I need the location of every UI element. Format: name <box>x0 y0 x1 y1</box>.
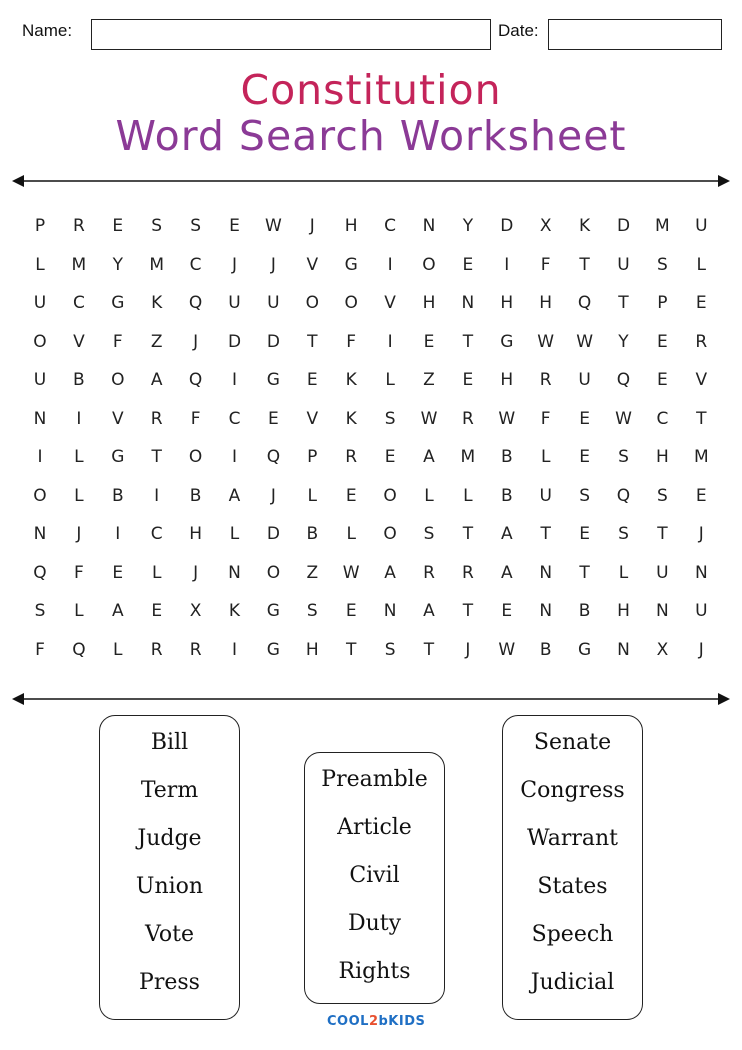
grid-letter: H <box>422 293 436 313</box>
grid-letter: B <box>306 524 319 544</box>
grid-letter: R <box>150 408 163 429</box>
grid-letter: E <box>579 524 590 544</box>
grid-letter: Q <box>577 293 592 313</box>
grid-letter: T <box>540 524 551 544</box>
grid-letter: L <box>696 254 707 275</box>
grid-letter: E <box>345 485 357 506</box>
grid-letter: T <box>579 562 590 583</box>
grid-letter: E <box>112 216 124 236</box>
grid-letter: N <box>617 639 630 660</box>
grid-letter: S <box>656 254 668 275</box>
grid-letter: D <box>227 331 242 352</box>
word-list-item: Congress <box>520 778 625 803</box>
word-list-item: Civil <box>349 863 400 888</box>
grid-letter: H <box>539 293 553 313</box>
grid-letter: Z <box>150 331 163 352</box>
grid-letter: J <box>270 254 276 275</box>
grid-letter: P <box>34 216 46 236</box>
grid-letter: L <box>74 485 84 506</box>
name-label: Name: <box>22 21 73 40</box>
grid-letter: L <box>307 485 318 506</box>
grid-letter: V <box>306 408 319 429</box>
grid-letter: S <box>384 408 396 429</box>
grid-letter: N <box>694 562 708 583</box>
grid-letter: I <box>387 254 393 275</box>
grid-letter: T <box>462 601 474 621</box>
grid-letter: M <box>71 254 87 275</box>
grid-letter: W <box>342 562 360 583</box>
title-line2: Word Search Worksheet <box>115 112 627 160</box>
word-list-item: Duty <box>347 911 402 936</box>
grid-letter: M <box>149 254 165 275</box>
grid-letter: E <box>384 447 396 467</box>
grid-letter: B <box>539 639 552 660</box>
grid-letter: O <box>344 293 358 313</box>
grid-letter: B <box>73 370 85 390</box>
grid-letter: V <box>384 293 396 313</box>
grid-letter: T <box>657 524 668 544</box>
grid-letter: A <box>228 485 241 506</box>
grid-letter: W <box>264 216 282 236</box>
title-line1: Constitution <box>240 66 502 114</box>
grid-letter: Q <box>33 562 47 583</box>
grid-letter: J <box>231 254 237 275</box>
grid-letter: E <box>462 370 474 390</box>
word-list-box-1 <box>99 715 240 1020</box>
grid-letter: A <box>150 370 163 390</box>
grid-letter: E <box>268 408 279 429</box>
grid-letter: U <box>33 370 47 390</box>
grid-letter: B <box>578 601 591 621</box>
grid-letter: X <box>189 601 202 621</box>
word-list-item: Judge <box>137 826 202 851</box>
grid-letter: G <box>578 639 592 660</box>
grid-letter: Z <box>306 562 319 583</box>
grid-letter: H <box>617 601 630 621</box>
grid-letter: R <box>345 447 358 467</box>
grid-letter: L <box>463 485 473 506</box>
grid-letter: T <box>462 524 474 544</box>
grid-letter: E <box>345 601 357 621</box>
grid-letter: H <box>189 524 202 544</box>
grid-letter: O <box>111 370 125 390</box>
grid-letter: J <box>193 562 199 583</box>
grid-letter: N <box>539 562 553 583</box>
word-list-item: Senate <box>533 730 612 755</box>
grid-letter: R <box>461 408 474 429</box>
grid-letter: L <box>618 562 629 583</box>
grid-letter: C <box>72 293 85 313</box>
grid-letter: D <box>500 216 514 236</box>
grid-letter: G <box>266 601 280 621</box>
grid-letter: S <box>306 601 318 621</box>
grid-letter: P <box>307 447 318 467</box>
logo-part1: COOL <box>327 1014 369 1029</box>
grid-letter: D <box>266 524 280 544</box>
grid-letter: F <box>112 331 123 352</box>
grid-letter: S <box>384 639 396 660</box>
word-list-box-2 <box>304 752 445 1004</box>
grid-letter: G <box>111 293 125 313</box>
grid-letter: M <box>655 216 670 236</box>
grid-letter: N <box>33 408 47 429</box>
grid-letter: W <box>615 408 632 429</box>
grid-letter: R <box>423 562 435 583</box>
grid-letter: B <box>189 485 202 506</box>
grid-letter: E <box>423 331 435 352</box>
grid-letter: S <box>34 601 46 621</box>
grid-letter: F <box>540 254 551 275</box>
grid-letter: T <box>345 639 357 660</box>
grid-letter: U <box>695 216 708 236</box>
grid-letter: I <box>231 370 237 390</box>
grid-letter: C <box>384 216 397 236</box>
grid-letter: N <box>656 601 669 621</box>
grid-letter: J <box>309 216 315 236</box>
grid-letter: C <box>150 524 163 544</box>
grid-letter: Q <box>188 293 203 313</box>
grid-letter: L <box>151 562 162 583</box>
grid-letter: U <box>578 370 591 390</box>
grid-letter: W <box>498 408 516 429</box>
name-field[interactable] <box>91 19 491 50</box>
grid-letter: N <box>33 524 47 544</box>
grid-letter: T <box>307 331 318 352</box>
logo-part3: bKIDS <box>378 1014 426 1029</box>
bottom-divider <box>12 691 730 707</box>
grid-letter: L <box>424 485 434 506</box>
grid-letter: E <box>462 254 474 275</box>
grid-letter: L <box>113 639 123 660</box>
grid-letter: I <box>76 408 82 429</box>
grid-letter: R <box>189 639 202 660</box>
grid-letter: A <box>111 601 124 621</box>
grid-letter: L <box>346 524 356 544</box>
grid-letter: C <box>228 408 241 429</box>
grid-letter: P <box>657 293 668 313</box>
grid-letter: Y <box>112 254 123 275</box>
grid-letter: U <box>33 293 47 313</box>
grid-letter: K <box>579 216 591 236</box>
grid-letter: S <box>656 485 668 506</box>
grid-letter: J <box>76 524 82 544</box>
grid-letter: G <box>500 331 514 352</box>
word-list-item: Union <box>135 874 204 899</box>
grid-letter: N <box>539 601 553 621</box>
grid-letter: T <box>618 293 629 313</box>
grid-letter: A <box>500 562 513 583</box>
word-list-item: Term <box>140 778 199 803</box>
grid-letter: Y <box>462 216 474 236</box>
word-list-item: Vote <box>145 922 194 947</box>
grid-letter: T <box>423 639 435 660</box>
grid-letter: T <box>579 254 590 275</box>
grid-letter: L <box>74 447 84 467</box>
grid-letter: M <box>460 447 476 467</box>
grid-letter: E <box>151 601 163 621</box>
grid-letter: K <box>228 601 241 621</box>
grid-letter: Q <box>266 447 281 467</box>
grid-letter: Z <box>423 370 435 390</box>
grid-letter: W <box>420 408 438 429</box>
grid-letter: W <box>498 639 516 660</box>
grid-letter: I <box>37 447 43 467</box>
grid-letter: F <box>190 408 201 429</box>
grid-letter: X <box>656 639 669 660</box>
word-list-item: Bill <box>150 730 189 755</box>
date-field[interactable] <box>548 19 722 50</box>
grid-letter: O <box>383 485 397 506</box>
grid-letter: E <box>229 216 240 236</box>
grid-letter: A <box>423 601 435 621</box>
grid-letter: E <box>501 601 513 621</box>
word-list-item: Press <box>139 970 200 995</box>
grid-letter: I <box>231 639 237 660</box>
grid-letter: V <box>306 254 319 275</box>
grid-letter: V <box>695 370 708 390</box>
grid-letter: L <box>35 254 45 275</box>
word-list-item: States <box>537 874 608 899</box>
word-list-item: Preamble <box>321 767 428 792</box>
grid-letter: E <box>657 331 668 352</box>
grid-letter: F <box>74 562 84 583</box>
grid-letter: O <box>266 562 281 583</box>
grid-letter: G <box>266 370 280 390</box>
grid-letter: D <box>616 216 631 236</box>
grid-letter: C <box>189 254 202 275</box>
grid-letter: F <box>346 331 357 352</box>
date-label: Date: <box>498 21 539 40</box>
grid-letter: T <box>462 331 474 352</box>
grid-letter: I <box>154 485 160 506</box>
grid-letter: O <box>33 485 47 506</box>
grid-letter: V <box>73 331 85 352</box>
grid-letter: N <box>383 601 397 621</box>
grid-letter: R <box>72 216 85 236</box>
grid-letter: U <box>267 293 280 313</box>
grid-letter: R <box>539 370 552 390</box>
grid-letter: S <box>618 524 629 544</box>
cool2bkids-logo <box>327 1014 426 1036</box>
grid-letter: F <box>540 408 551 429</box>
logo-part2: 2 <box>368 1014 379 1029</box>
word-list-item: Judicial <box>530 970 615 995</box>
grid-letter: H <box>500 370 514 390</box>
grid-letter: C <box>656 408 669 429</box>
grid-letter: S <box>151 216 163 236</box>
grid-letter: E <box>579 447 590 467</box>
word-list-item: Rights <box>338 959 411 984</box>
grid-letter: W <box>576 331 593 352</box>
top-divider <box>12 173 730 189</box>
grid-letter: L <box>540 447 551 467</box>
grid-letter: O <box>383 524 397 544</box>
grid-letter: B <box>500 447 513 467</box>
grid-letter: A <box>500 524 513 544</box>
grid-letter: U <box>539 485 552 506</box>
grid-letter: H <box>305 639 319 660</box>
grid-letter: J <box>698 639 704 660</box>
grid-letter: Q <box>616 370 631 390</box>
grid-letter: F <box>35 639 45 660</box>
grid-letter: G <box>111 447 125 467</box>
grid-letter: E <box>579 408 590 429</box>
grid-letter: H <box>655 447 669 467</box>
grid-letter: E <box>112 562 124 583</box>
header-row <box>0 0 742 60</box>
grid-letter: H <box>500 293 514 313</box>
grid-letter: B <box>500 485 513 506</box>
grid-letter: I <box>115 524 121 544</box>
grid-letter: O <box>188 447 203 467</box>
grid-letter: L <box>74 601 84 621</box>
grid-letter: U <box>228 293 241 313</box>
word-list-item: Speech <box>531 922 614 947</box>
grid-letter: U <box>656 562 669 583</box>
grid-letter: N <box>228 562 241 583</box>
grid-letter: J <box>465 639 471 660</box>
word-list-item: Article <box>337 815 412 840</box>
grid-letter: X <box>539 216 552 236</box>
grid-letter: U <box>695 601 708 621</box>
grid-letter: O <box>422 254 436 275</box>
grid-letter: J <box>270 485 276 506</box>
grid-letter: A <box>384 562 396 583</box>
grid-letter: S <box>423 524 435 544</box>
grid-letter: Q <box>72 639 86 660</box>
grid-letter: N <box>461 293 475 313</box>
grid-letter: I <box>231 447 237 467</box>
grid-letter: J <box>698 524 704 544</box>
grid-letter: T <box>151 447 162 467</box>
grid-letter: B <box>111 485 124 506</box>
grid-letter: L <box>385 370 395 390</box>
grid-letter: R <box>461 562 474 583</box>
grid-letter: E <box>306 370 318 390</box>
grid-letter: Y <box>618 331 629 352</box>
grid-letter: K <box>345 408 357 429</box>
grid-letter: U <box>617 254 630 275</box>
grid-letter: J <box>193 331 199 352</box>
grid-letter: E <box>657 370 668 390</box>
grid-letter: G <box>266 639 280 660</box>
grid-letter: T <box>696 408 707 429</box>
grid-letter: S <box>618 447 629 467</box>
grid-letter: G <box>344 254 358 275</box>
grid-letter: W <box>537 331 555 352</box>
grid-letter: Q <box>188 370 203 390</box>
word-list-box-3 <box>502 715 643 1020</box>
grid-letter: E <box>695 485 707 506</box>
grid-letter: L <box>229 524 240 544</box>
grid-letter: E <box>695 293 707 313</box>
grid-letter: R <box>150 639 163 660</box>
grid-letter: S <box>579 485 590 506</box>
grid-letter: I <box>504 254 510 275</box>
grid-letter: A <box>423 447 435 467</box>
word-list-item: Warrant <box>527 826 618 851</box>
grid-letter: I <box>387 331 393 352</box>
grid-letter: K <box>345 370 357 390</box>
grid-letter: Q <box>616 485 631 506</box>
grid-letter: K <box>151 293 163 313</box>
grid-letter: S <box>190 216 201 236</box>
grid-letter: O <box>33 331 47 352</box>
grid-letter: V <box>111 408 124 429</box>
grid-letter: O <box>305 293 319 313</box>
grid-letter: N <box>422 216 436 236</box>
grid-letter: R <box>695 331 708 352</box>
grid-letter: M <box>693 447 709 467</box>
grid-letter: D <box>266 331 280 352</box>
grid-letter: H <box>344 216 358 236</box>
